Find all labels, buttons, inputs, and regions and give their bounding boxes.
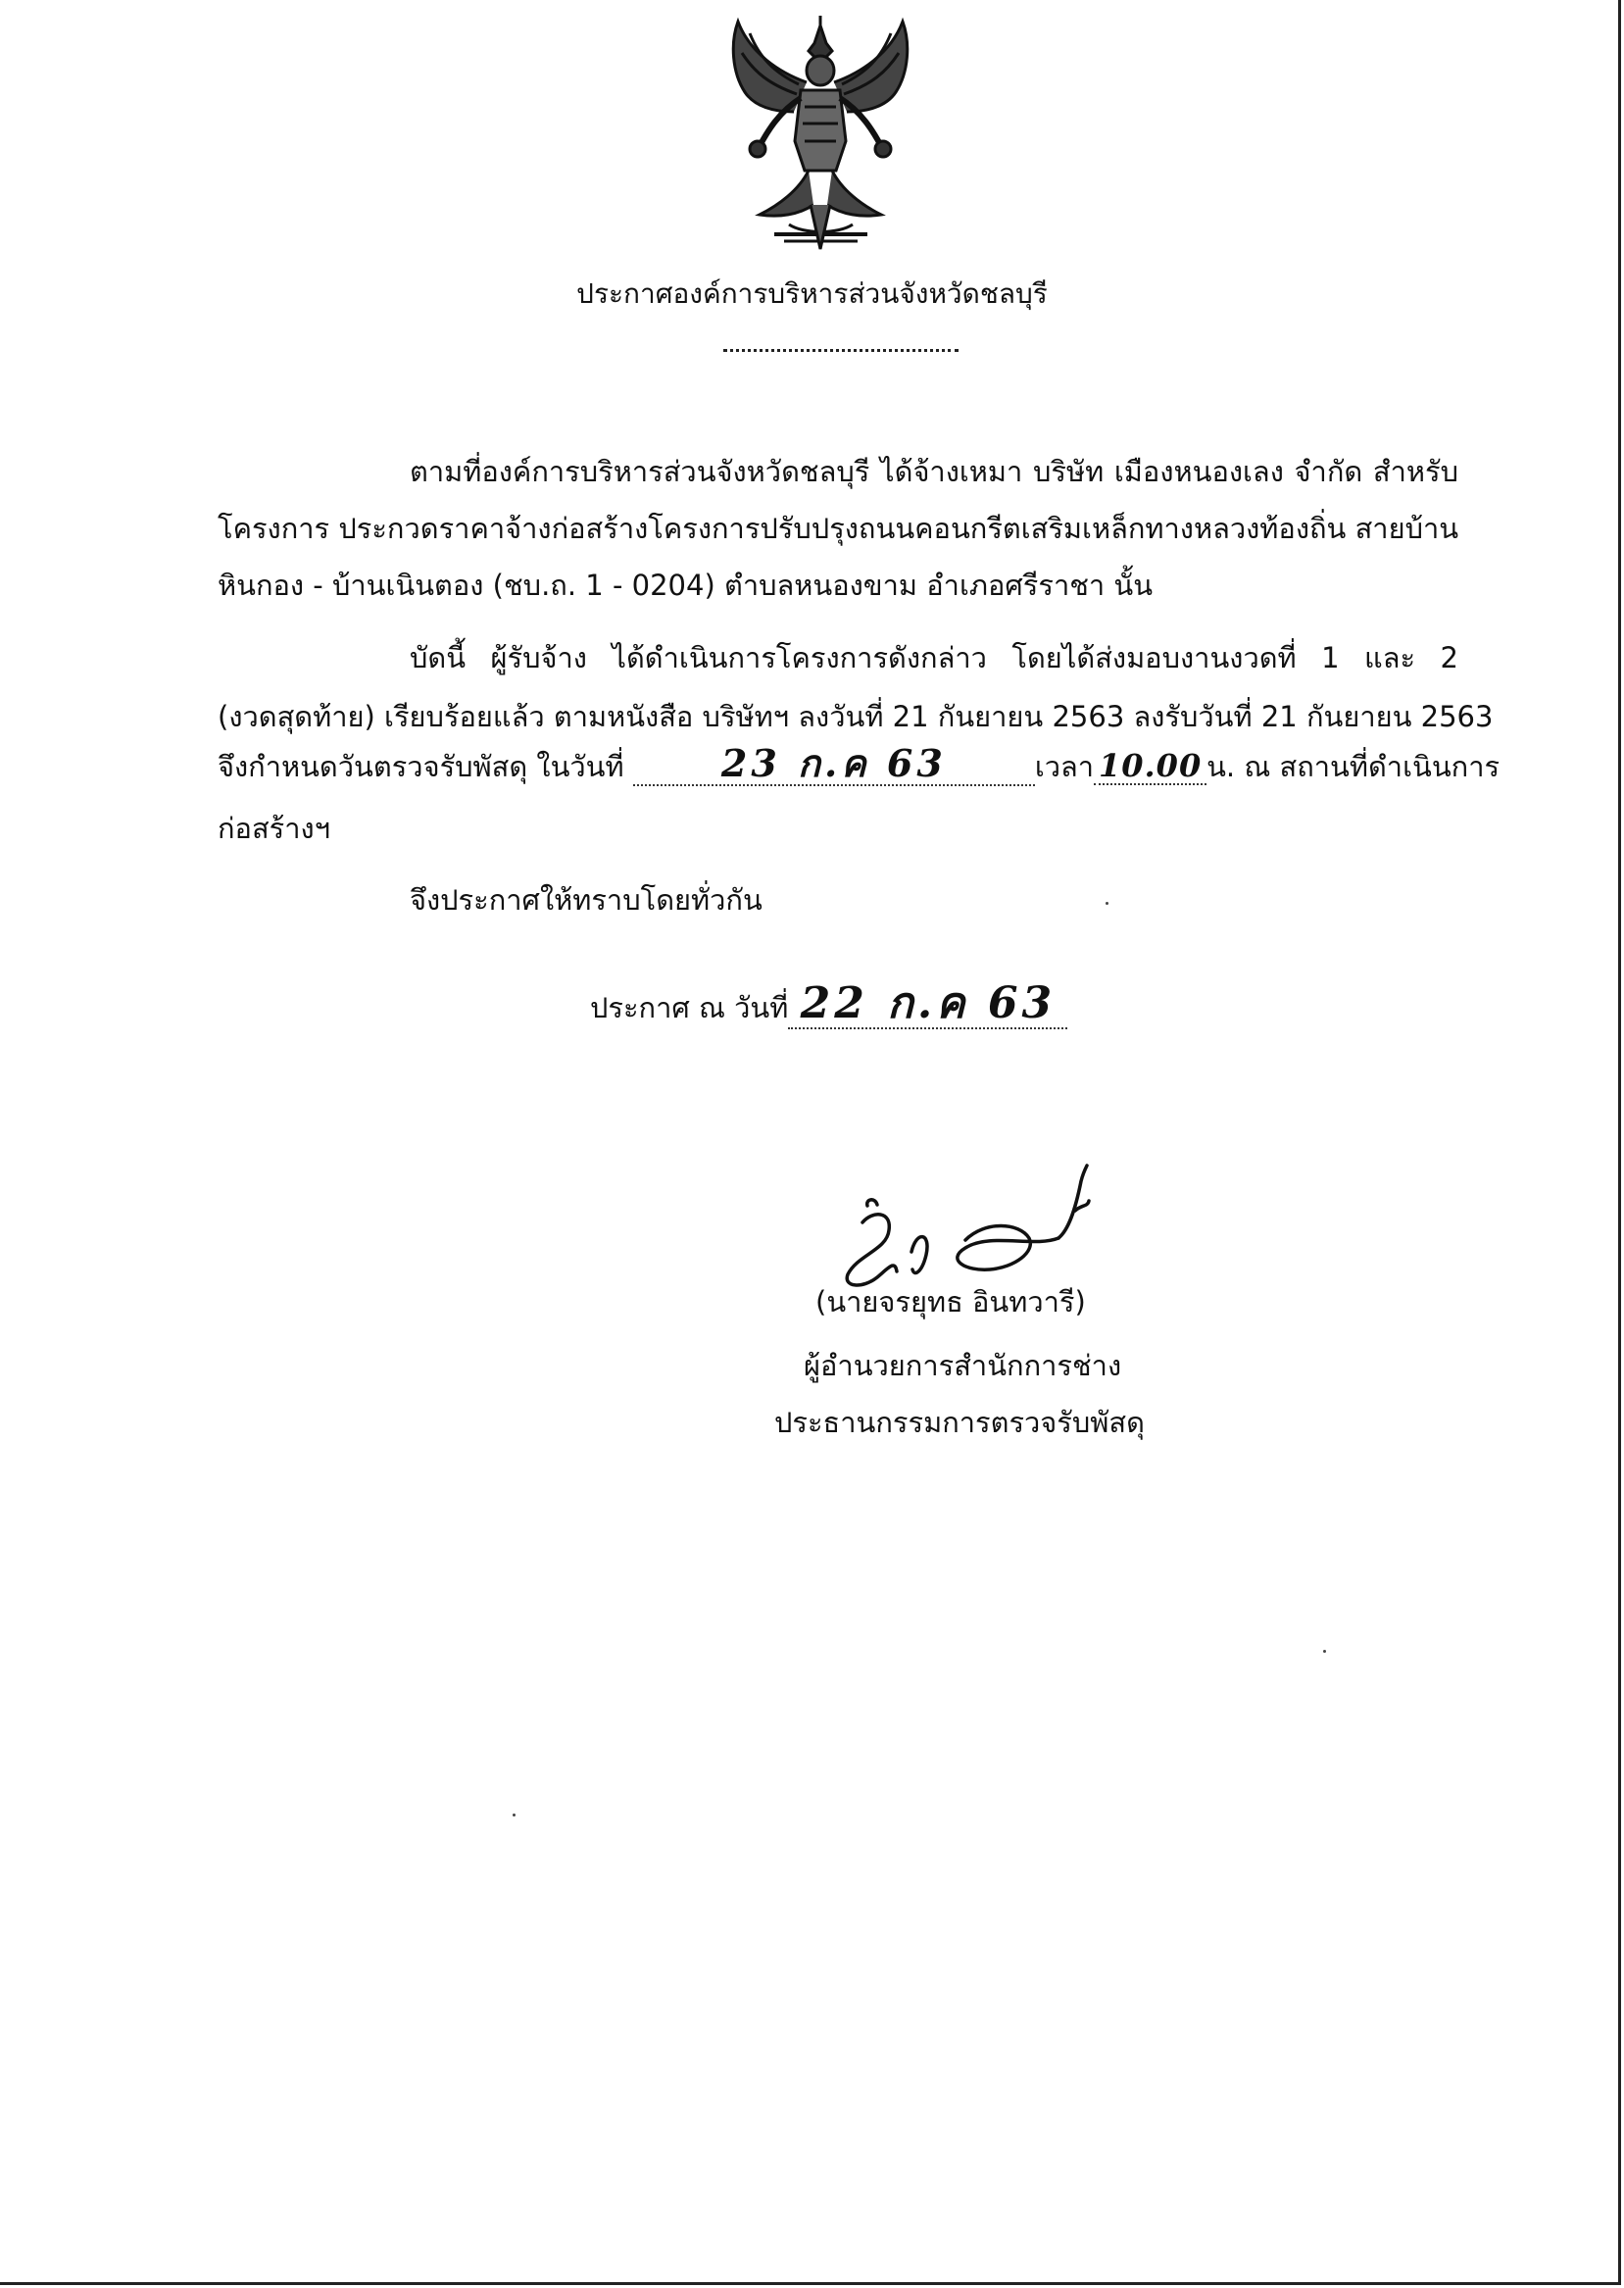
signer-name: (นายจรยุทธ อินทวารี)	[815, 1285, 1086, 1318]
para1-line3: หินกอง - บ้านเนินตอง (ชบ.ถ. 1 - 0204) ตำบลหนองขาม อำเภอศรีราชา นั้น	[218, 569, 1154, 602]
announce-date-field	[788, 980, 1067, 1029]
inspection-time-handwritten: 10.00	[1099, 747, 1203, 784]
garuda-emblem-icon	[720, 14, 921, 254]
para2-line3	[218, 741, 1501, 789]
announce-date-line	[590, 980, 1067, 1030]
inspection-time-label: เวลา	[1034, 750, 1095, 783]
announce-date-handwritten: 22 ก.ค 63	[800, 978, 1057, 1028]
para2-line2: (งวดสุดท้าย) เรียบร้อยแล้ว ตามหนังสือ บริษัทฯ ลงวันที่ 21 กันยายน 2563 ลงรับวันที่ 21 กันยายน 2563	[218, 700, 1494, 733]
closing-text: จึงประกาศให้ทราบโดยทั่วกัน	[410, 883, 763, 917]
announce-date-label: ประกาศ ณ วันที่	[590, 991, 789, 1024]
scan-speck	[513, 1814, 516, 1816]
title-underline-dots	[723, 349, 959, 352]
inspection-date-label: จึงกำหนดวันตรวจรับพัสดุ ในวันที่	[218, 750, 624, 783]
inspection-time-field	[1094, 749, 1206, 785]
document-title: ประกาศองค์การบริหารส่วนจังหวัดชลบุรี	[576, 277, 1048, 310]
inspection-location-text: น. ณ สถานที่ดำเนินการ	[1206, 750, 1501, 783]
signer-position: ผู้อำนวยการสำนักการช่าง	[804, 1349, 1122, 1382]
inspection-date-handwritten: 23 ก.ค 63	[720, 741, 947, 785]
para2-line4: ก่อสร้างฯ	[218, 812, 330, 845]
scan-speck	[1323, 1650, 1326, 1653]
inspection-date-field	[633, 743, 1035, 786]
signer-role: ประธานกรรมการตรวจรับพัสดุ	[774, 1406, 1145, 1439]
para1-line1: ตามที่องค์การบริหารส่วนจังหวัดชลบุรี ได้จ้างเหมา บริษัท เมืองหนองเลง จำกัด สำหรับ	[410, 455, 1458, 488]
para1-line2: โครงการ ประกวดราคาจ้างก่อสร้างโครงการปรับปรุงถนนคอนกรีตเสริมเหล็กทางหลวงท้องถิ่น สายบ้าน	[218, 512, 1459, 545]
scan-speck	[1106, 902, 1108, 905]
para2-line1: บัดนี้ ผู้รับจ้าง ได้ดำเนินการโครงการดังกล่าว โดยได้ส่งมอบงานงวดที่ 1 และ 2	[410, 641, 1458, 674]
